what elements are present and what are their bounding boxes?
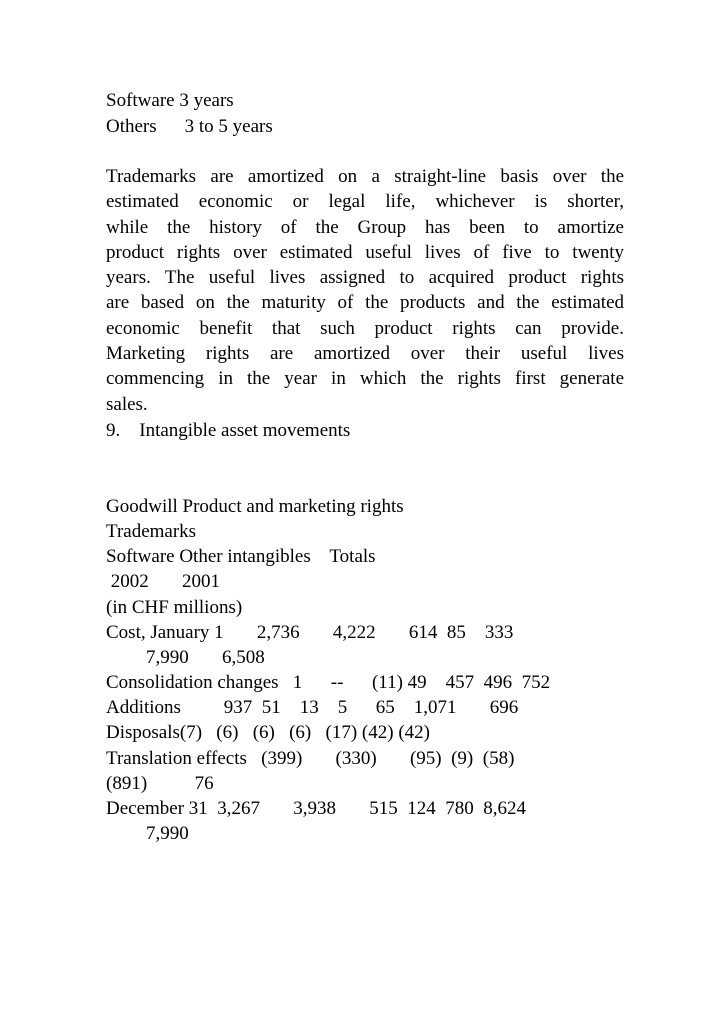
table-line: Trademarks bbox=[106, 521, 197, 542]
paragraph-line: Trademarks are amortized on a straight-line basis over the bbox=[106, 166, 624, 187]
amortization-row-others bbox=[106, 115, 273, 139]
table-line: Additions 937 51 13 5 65 1,071 696 bbox=[106, 697, 519, 718]
paragraph-line: years. The useful lives assigned to acquired product rights bbox=[106, 267, 624, 289]
table-line: 7,990 6,508 bbox=[146, 647, 265, 668]
paragraph-line: estimated economic or legal life, whichever is shorter, bbox=[106, 191, 624, 213]
paragraph-line: Marketing rights are amortized over their useful lives bbox=[106, 343, 624, 365]
table-line: Consolidation changes 1 -- (11) 49 457 496 752 bbox=[106, 672, 551, 693]
amortization-period: 3 years bbox=[179, 90, 234, 111]
table-line: December 31 3,267 3,938 515 124 780 8,624 bbox=[106, 798, 527, 819]
section-number: 9. bbox=[106, 420, 121, 441]
table-line: 2002 2001 bbox=[106, 571, 220, 592]
amortization-period: 3 to 5 years bbox=[184, 116, 273, 137]
table-line: (in CHF millions) bbox=[106, 597, 243, 618]
paragraph-line: product rights over estimated useful lives of five to twenty bbox=[106, 241, 624, 263]
table-line: 7,990 bbox=[146, 823, 189, 844]
table-line: Software Other intangibles Totals bbox=[106, 546, 376, 567]
table-line: Cost, January 1 2,736 4,222 614 85 333 bbox=[106, 622, 514, 643]
table-line: Goodwill Product and marketing rights bbox=[106, 496, 404, 517]
table-line: (891) 76 bbox=[106, 773, 214, 794]
paragraph-line: while the history of the Group has been to amortize bbox=[106, 216, 624, 238]
paragraph-line: are based on the maturity of the products and the estimated bbox=[106, 292, 624, 314]
amortization-category: Software bbox=[106, 90, 175, 111]
table-line: Disposals(7) (6) (6) (6) (17) (42) (42) bbox=[106, 722, 430, 743]
paragraph-line: economic benefit that such product rights can provide. bbox=[106, 317, 624, 339]
table-line: Translation effects (399) (330) (95) (9) (58) bbox=[106, 748, 515, 769]
paragraph-line: commencing in the year in which the rights first generate bbox=[106, 368, 624, 390]
amortization-paragraph bbox=[106, 164, 624, 417]
section-title: Intangible asset movements bbox=[139, 420, 351, 441]
amortization-row-software bbox=[106, 89, 234, 113]
paragraph-line: sales. bbox=[106, 393, 148, 415]
amortization-category: Others bbox=[106, 116, 157, 137]
section-heading bbox=[106, 419, 350, 443]
